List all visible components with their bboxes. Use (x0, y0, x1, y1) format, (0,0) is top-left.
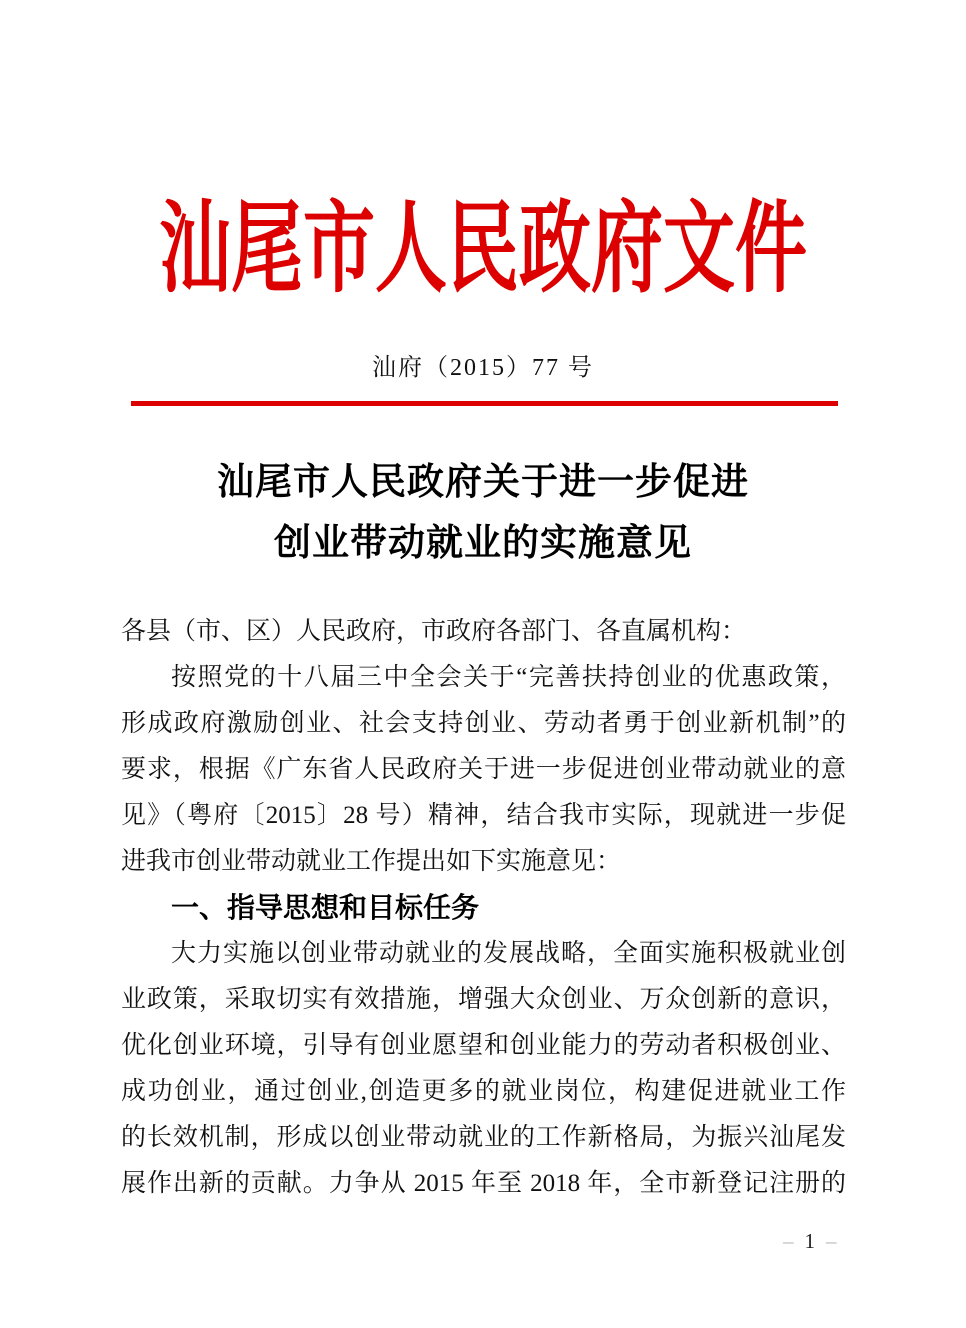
body-line: 见》（粤府〔2015〕28 号）精神，结合我市实际，现就进一步促 (121, 802, 846, 829)
body-line: 优化创业环境，引导有创业愿望和创业能力的劳动者积极创业、 (121, 1032, 846, 1059)
body-line: 展作出新的贡献。力争从 2015 年至 2018 年，全市新登记注册的 (121, 1170, 846, 1197)
body-line: 按照党的十八届三中全会关于“完善扶持创业的优惠政策， (171, 664, 846, 691)
body-line: 业政策，采取切实有效措施，增强大众创业、万众创新的意识， (121, 986, 846, 1013)
body-line: 形成政府激励创业、社会支持创业、劳动者勇于创业新机制”的 (121, 710, 846, 737)
body-line: 的长效机制，形成以创业带动就业的工作新格局，为振兴汕尾发 (121, 1124, 846, 1151)
body-line: 进我市创业带动就业工作提出如下实施意见： (121, 848, 622, 875)
body-line: 要求，根据《广东省人民政府关于进一步促进创业带动就业的意 (121, 756, 846, 783)
footer-dash-left: – (783, 1229, 794, 1253)
salutation-line: 各县（市、区）人民政府，市政府各部门、各直属机构： (121, 618, 747, 645)
body-line: 成功创业，通过创业,创造更多的就业岗位，构建促进就业工作 (121, 1078, 846, 1105)
page-footer (783, 1229, 837, 1254)
document-body (121, 609, 846, 1207)
red-divider-rule (131, 401, 838, 406)
section-heading: 一、指导思想和目标任务 (171, 892, 480, 923)
document-title (0, 452, 966, 574)
document-title-line-2: 创业带动就业的实施意见 (274, 523, 692, 564)
page-number: 1 (804, 1229, 815, 1253)
document-number: 汕府（2015）77 号 (372, 355, 594, 381)
body-line: 大力实施以创业带动就业的发展战略，全面实施积极就业创 (171, 940, 846, 967)
agency-masthead: 汕尾市人民政府文件 (158, 194, 807, 305)
footer-dash-right: – (826, 1229, 837, 1253)
document-title-line-1: 汕尾市人民政府关于进一步促进 (217, 462, 749, 503)
